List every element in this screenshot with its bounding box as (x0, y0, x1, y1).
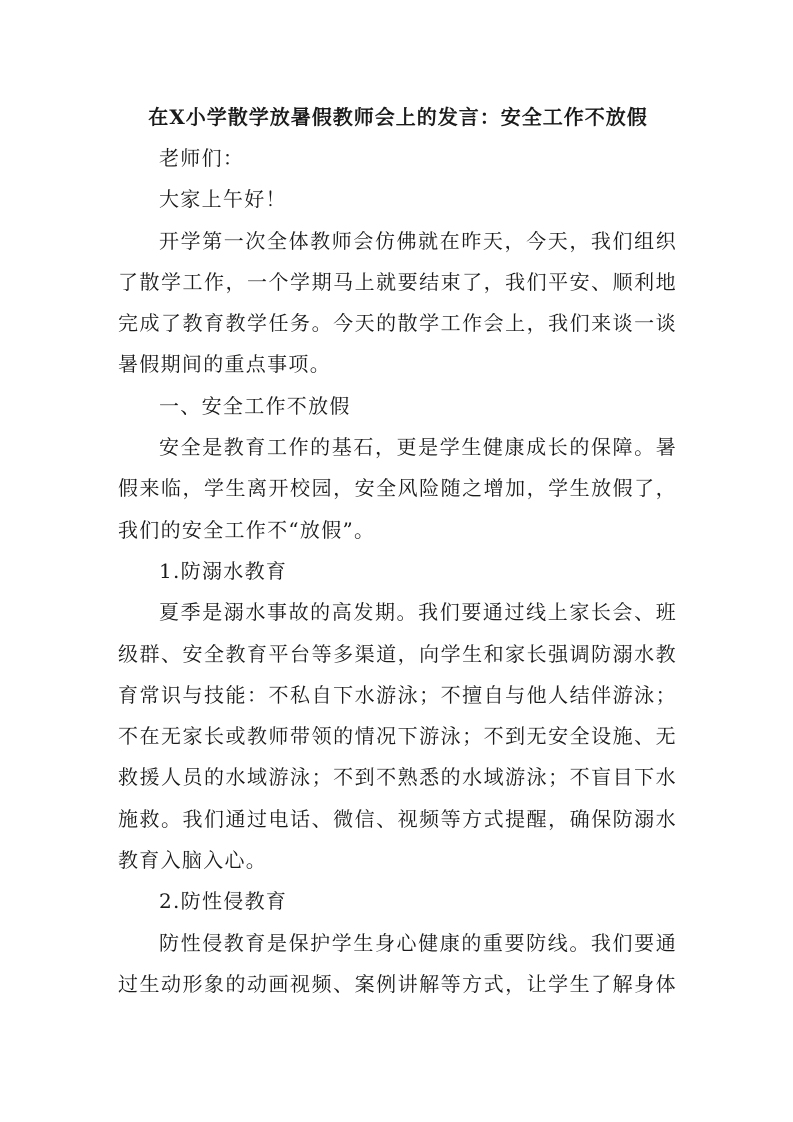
text-line: 育常识与技能：不私自下水游泳；不擅自与他人结伴游泳； (118, 682, 677, 707)
text-line: 了散学工作，一个学期马上就要结束了，我们平安、顺利地 (118, 269, 677, 294)
document-page (118, 96, 677, 1005)
text-line: 过生动形象的动画视频、案例讲解等方式，让学生了解身体 (118, 971, 677, 996)
text-line: 一、安全工作不放假 (159, 393, 351, 418)
text-line: 级群、安全教育平台等多渠道，向学生和家长强调防溺水教 (118, 641, 677, 666)
text-line: 教育入脑入心。 (118, 848, 268, 873)
text-line: 大家上午好！ (159, 187, 287, 212)
text-line: 夏季是溺水事故的高发期。我们要通过线上家长会、班 (159, 600, 677, 625)
text-line: 我们的安全工作不“放假”。 (118, 517, 376, 542)
text-line: 防性侵教育是保护学生身心健康的重要防线。我们要通 (159, 930, 677, 955)
text-line: 假来临，学生离开校园，安全风险随之增加，学生放假了， (118, 476, 677, 501)
text-line: 暑假期间的重点事项。 (118, 352, 331, 377)
text-line: 不在无家长或教师带领的情况下游泳；不到无安全设施、无 (118, 724, 677, 749)
text-line: 施救。我们通过电话、微信、视频等方式提醒，确保防溺水 (118, 806, 677, 831)
text-line: 完成了教育教学任务。今天的散学工作会上，我们来谈一谈 (118, 311, 677, 336)
text-line: 救援人员的水域游泳；不到不熟悉的水域游泳；不盲目下水 (118, 765, 677, 790)
text-line: 开学第一次全体教师会仿佛就在昨天，今天，我们组织 (159, 228, 677, 253)
text-line: 2.防性侵教育 (159, 889, 288, 914)
text-line: 1.防溺水教育 (159, 558, 288, 583)
text-line: 老师们： (159, 146, 245, 170)
document-body (118, 138, 677, 1005)
text-line: 安全是教育工作的基石，更是学生健康成长的保障。暑 (159, 435, 677, 460)
document-title: 在X小学散学放暑假教师会上的发言：安全工作不放假 (148, 105, 648, 129)
